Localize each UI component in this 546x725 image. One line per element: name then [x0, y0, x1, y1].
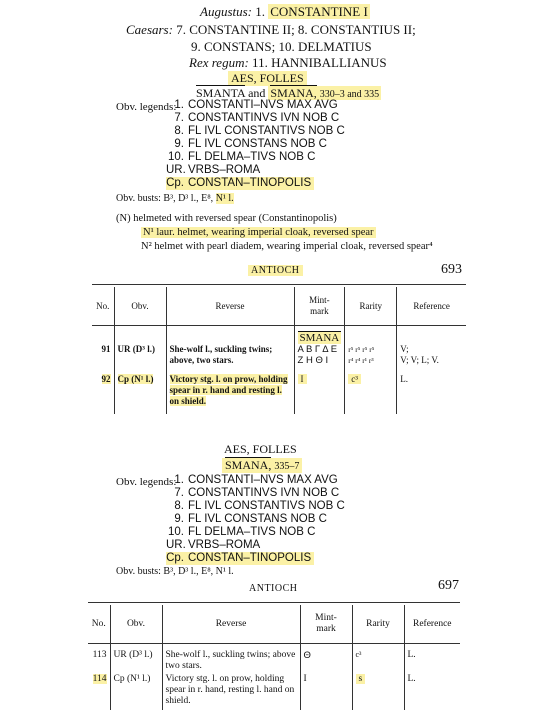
row-reverse: She-wolf l., suckling twins; above two stars. — [162, 650, 300, 674]
rex-value: 11. HANNIBALLIANUS — [252, 55, 387, 70]
section1-busts: Obv. busts: B³, D³ l., E⁸, N¹ l. — [116, 193, 234, 204]
augusti-number: 1. — [255, 4, 265, 19]
row-obv: Cp (N¹ l.) — [117, 374, 154, 384]
rex-label: Rex regum: — [189, 55, 249, 70]
augusti-name: CONSTANTINE I — [270, 4, 368, 19]
note-n: (N) helmeted with reversed spear (Constantinopolis) — [116, 213, 337, 224]
legend-row: 9. FL IVL CONSTANS NOB C — [174, 138, 327, 150]
row-no: 113 — [88, 650, 110, 674]
header-reference: Reference — [413, 301, 450, 311]
table1-top-rule — [92, 284, 466, 285]
row-reference: L. — [407, 650, 416, 660]
table-row — [92, 344, 466, 374]
legend-row-highlighted: Cp. CONSTAN–TINOPOLIS — [166, 177, 314, 190]
row-reference: L. — [407, 674, 416, 684]
table-row — [88, 650, 460, 674]
header-reverse: Reverse — [162, 605, 300, 643]
legend-row: 7. CONSTANTINVS IVN NOB C — [174, 487, 340, 499]
legend-row: 10. FL DELMA–TIVS NOB C — [168, 151, 316, 163]
legend-row: 1. CONSTANTI–NVS MAX AVG — [174, 474, 338, 486]
row-no: 114 — [92, 674, 107, 684]
section1-obv-legends-label: Obv. legends: — [116, 101, 177, 113]
table2-mint-title: ANTIOCH — [249, 583, 298, 594]
row-rarity: s — [356, 674, 366, 684]
row-reference: V; V; V; L; V. — [400, 344, 439, 365]
row-mintmark: I — [298, 374, 307, 384]
legend-row: UR. VRBS–ROMA — [166, 164, 261, 176]
row-reverse: Victory stg. l. on prow, holding spear in r. hand, resting l. hand on shield. — [162, 674, 300, 710]
table1-page-number: 693 — [441, 262, 462, 277]
submark-smana: SMANA — [299, 332, 340, 344]
caesars-line — [126, 22, 416, 38]
table2-page-number: 697 — [438, 578, 459, 593]
row-obv: Cp (N¹ l.) — [110, 674, 162, 710]
and-text: and — [248, 86, 266, 100]
row-no: 92 — [101, 374, 111, 384]
legend-row-highlighted: Cp. CONSTAN–TINOPOLIS — [166, 552, 314, 565]
row-obv: UR (D³ l.) — [110, 650, 162, 674]
table2 — [88, 605, 460, 710]
section2-mint-line — [222, 458, 302, 473]
legend-row: 10. FL DELMA–TIVS NOB C — [168, 526, 316, 538]
table1-mint-title: ANTIOCH — [248, 265, 303, 276]
table2-header-row — [88, 605, 460, 643]
section2-obv-legends-label: Obv. legends: — [116, 476, 177, 488]
row-rarity: c³ — [348, 374, 361, 384]
table2-top-rule — [88, 602, 460, 603]
row-reference: L. — [400, 374, 408, 384]
header-reference: Reference — [413, 619, 452, 629]
legend-row: 7. CONSTANTINVS IVN NOB C — [174, 112, 340, 124]
augusti-line — [200, 4, 370, 20]
header-mintmark: Mint- mark — [300, 605, 352, 643]
table-row-highlighted — [92, 374, 466, 414]
row-mintmark: I — [300, 674, 352, 710]
rex-line — [189, 55, 387, 71]
section2-legends — [166, 474, 345, 565]
header-rarity: Rarity — [352, 605, 404, 643]
row-obv: UR (D³ l.) — [114, 344, 166, 374]
augusti-label: Augustus: — [200, 4, 252, 19]
mint-dates: 335–7 — [274, 461, 300, 472]
header-reverse: Reverse — [166, 287, 294, 325]
legend-row: 8. FL IVL CONSTANTIVS NOB C — [174, 125, 345, 137]
header-obv: Obv. — [114, 287, 166, 325]
table1-submark-row — [92, 326, 466, 344]
section2-busts: Obv. busts: B³, D³ l., E⁸, N¹ l. — [116, 566, 234, 577]
header-no: No. — [88, 605, 110, 643]
header-no: No. — [92, 287, 114, 325]
legend-row: UR. VRBS–ROMA — [166, 539, 261, 551]
header-rarity: Rarity — [345, 287, 397, 325]
row-rarity: r⁵ r⁵ r⁵ r⁵ r⁴ r⁴ r¹ r³ — [345, 344, 397, 374]
note-n2: N² helmet with pearl diadem, wearing imperial cloak, reversed spear⁴ — [141, 241, 433, 252]
legend-row: 1. CONSTANTI–NVS MAX AVG — [174, 99, 338, 111]
row-reverse: Victory stg. l. on prow, holding spear in r. hand and resting l. on shield. — [169, 374, 288, 406]
section1-legends — [166, 99, 345, 190]
caesars-value: 7. CONSTANTINE II; 8. CONSTANTIUS II; — [176, 22, 416, 37]
table1-header-row — [92, 287, 466, 325]
section2-title: AES, FOLLES — [224, 442, 297, 456]
row-mintmark: Θ — [300, 650, 352, 674]
legend-row: 8. FL IVL CONSTANTIVS NOB C — [174, 500, 345, 512]
table1 — [92, 287, 466, 414]
row-mintmark: Α Β Γ Δ Ε Ζ Η Θ Ι — [294, 344, 345, 374]
note-n1: N¹ laur. helmet, wearing imperial cloak, reversed spear — [143, 227, 374, 238]
table-row-highlighted — [88, 674, 460, 710]
header-mintmark: Mint- mark — [294, 287, 345, 325]
row-reverse: She-wolf l., suckling twins; above, two stars. — [166, 344, 294, 374]
caesars-label: Caesars: — [126, 22, 173, 37]
row-no: 91 — [92, 344, 114, 374]
mint-smana: SMANA, — [225, 458, 272, 472]
header-obv: Obv. — [110, 605, 162, 643]
caesars-line-2: 9. CONSTANS; 10. DELMATIUS — [191, 39, 372, 54]
row-rarity: c³ — [352, 650, 404, 674]
legend-row: 9. FL IVL CONSTANS NOB C — [174, 513, 327, 525]
mint-smana: SMANA, 330–3 and 335 — [270, 86, 380, 100]
section1-title: AES, FOLLES — [228, 71, 307, 86]
mint-smanta: SMANTA — [196, 86, 246, 100]
